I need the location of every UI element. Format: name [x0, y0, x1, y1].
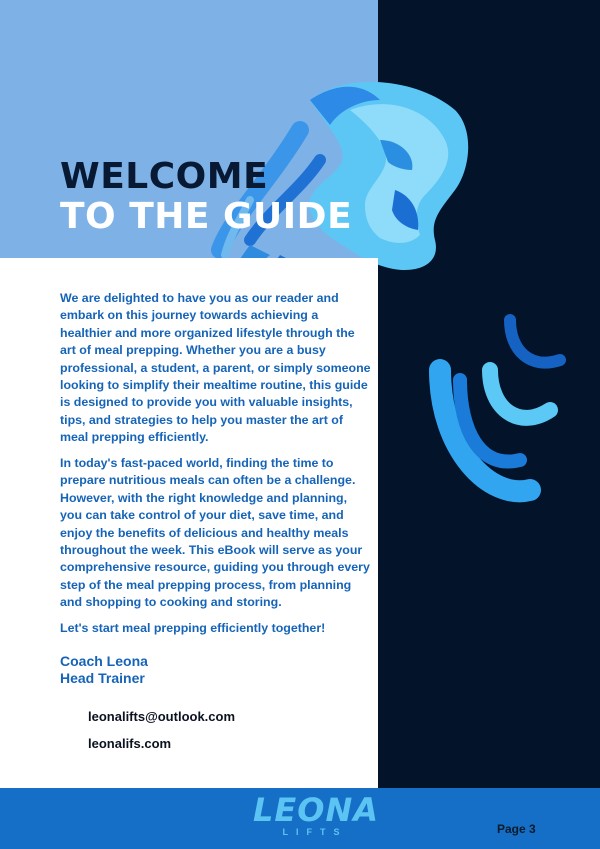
page-title-line2: TO THE GUIDE	[60, 196, 353, 237]
signature-role: Head Trainer	[60, 670, 145, 686]
contact-website[interactable]: leonalifs.com	[88, 736, 172, 751]
page-title-line1: WELCOME	[60, 156, 269, 197]
signature-name: Coach Leona	[60, 653, 148, 669]
intro-paragraph-2: In today's fast-paced world, finding the time to prepare nutritious meals can often be a challenge. However, with the right knowledge and planning, you can take control of your diet, save time, and enjoy the benefits of delicious and healthy meals throughout the week. This eBook will serve as your comprehensive resource, guiding you through every step of the meal prepping process, from planning and shopping to cooking and storing.	[60, 456, 370, 610]
page-number: Page 3	[497, 822, 536, 836]
intro-paragraph-3: Let's start meal prepping efficiently together!	[60, 621, 326, 635]
logo-subtitle: LIFTS	[282, 827, 348, 837]
intro-paragraph-1: We are delighted to have you as our reader and embark on this journey towards achieving a healthier and more organized lifestyle through the art of meal prepping. Whether you are a busy professional, a student, a parent, or simply someone looking to simplify their mealtime routine, this guide is designed to provide you with valuable insights, tips, and strategies to help you master the art of meal prepping efficiently.	[60, 291, 371, 445]
contact-email[interactable]: leonalifts@outlook.com	[88, 709, 236, 724]
logo-wordmark: LEONA	[253, 791, 379, 829]
brand-logo	[253, 791, 377, 843]
